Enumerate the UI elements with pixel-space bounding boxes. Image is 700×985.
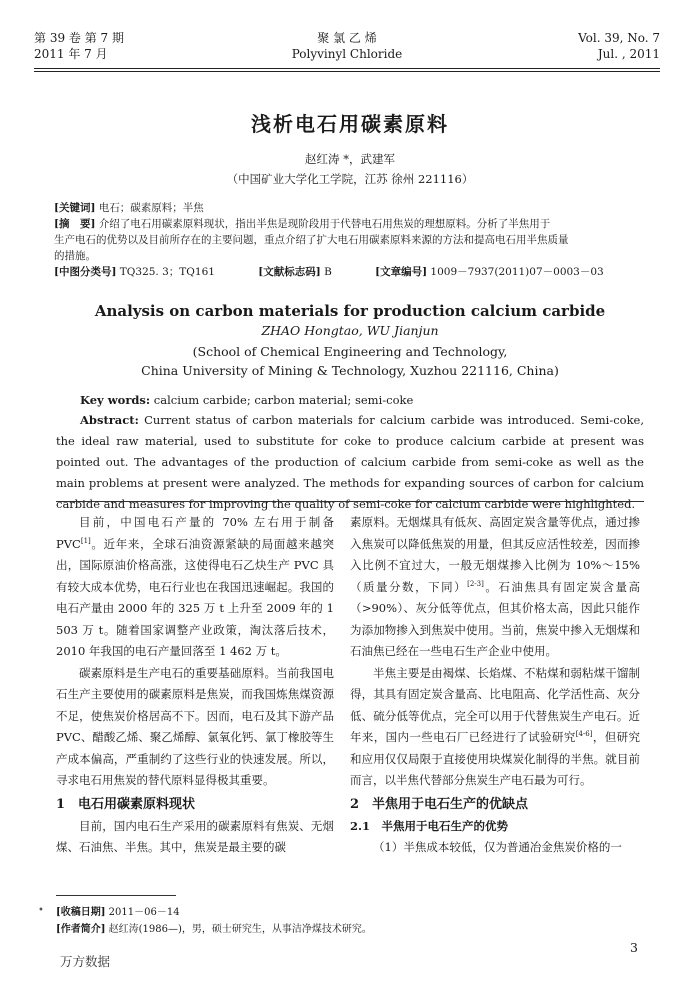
section-heading-2: 2 半焦用于电石生产的优缺点 xyxy=(350,796,529,812)
keywords-en xyxy=(80,393,650,407)
abstract-cn-line xyxy=(54,216,646,232)
header-right xyxy=(578,30,660,62)
body-column-right xyxy=(350,512,640,859)
volume-cn: 第 39 卷 第 7 期 xyxy=(34,31,124,45)
date-cn: 2011 年 7 月 xyxy=(34,47,108,61)
authors-cn: 赵红涛 *，武建军 xyxy=(305,152,395,166)
citation: [1] xyxy=(80,536,91,545)
affiliation-en-line-1: (School of Chemical Engineering and Technology, xyxy=(192,344,508,359)
abstract-cn-block xyxy=(54,200,646,280)
footnote-author: [作者简介] 赵红涛(1986—)，男，硕士研究生，从事洁净煤技术研究。 xyxy=(56,924,372,935)
keywords-en-tag: Key words: xyxy=(80,393,151,407)
paragraph: 目前，中国电石产量的 70% 左右用于制备 PVC[1]。近年来，全球石油资源紧缺的局面越来越突出，国际原油价格高涨，这使得电石乙炔生产 PVC 具有较大成本优势，电石行业也在我国迅速崛起。我国的电石产量由 2000 年的 325 万 t 上升至 2009 年的 1 503 万 t。随着国家调整产业政策，淘汰落后技术，2010 年我国的电石产量回落至 1 462 万 t。 xyxy=(56,515,334,658)
paragraph: 素原料。无烟煤具有低灰、高固定炭含量等优点，通过掺入焦炭可以降低焦炭的用量，但其反应活性较差，因而掺入比例不宜过大，一般无烟煤掺入比例为 10%～15%（质量分数，下同）[2-3]。石油焦具有固定炭含量高（>90%）、灰分低等优点，但其价格太高，因此只能作为添加物掺入到焦炭中使用。当前，焦炭中掺入无烟煤和石油焦已经在一些电石生产企业中使用。 xyxy=(350,515,641,658)
document-code: [文献标志码] B xyxy=(258,266,332,278)
abstract-cn-text-2: 生产电石的优势以及目前所存在的主要问题，重点介绍了扩大电石用碳素原料来源的方法和提高电石用半焦质量 xyxy=(54,234,569,246)
affiliation-en xyxy=(0,342,700,380)
abstract-cn-text-3: 的措施。 xyxy=(54,250,96,262)
keywords-cn: 电石；碳素原料；半焦 xyxy=(98,202,204,214)
authors-en: ZHAO Hongtao, WU Jianjun xyxy=(261,323,439,338)
paragraph: 半焦主要是由褐煤、长焰煤、不粘煤和弱粘煤干馏制得，其具有固定炭含量高、比电阻高、化学活性高、灰分低、硫分低等优点，完全可以用于代替焦炭生产电石。近年来，国内一些电石厂已经进行了试验研究[4-6]，但研究和应用仅仅局限于直接使用块煤炭化制得的半焦。就目前而言，以半焦代替部分焦炭生产电石最为可行。 xyxy=(350,665,641,787)
journal-name-en: Polyvinyl Chloride xyxy=(291,47,403,61)
abstract-en-text: Current status of carbon materials for calcium carbide was introduced. Semi-coke, the ideal raw material, used to substitute for coke to produce calcium carbide at present was pointed out. The advantages of the production of calcium carbide from semi-coke as well as the main problems at present were analyzed. The methods for expanding sources of carbon for calcium carbide and measures for improving the quality of semi-coke for calcium carbide were highlighted. xyxy=(56,413,644,511)
watermark-text: 万方数据 xyxy=(60,954,111,969)
page-number: 3 xyxy=(630,940,638,955)
affiliation-cn: （中国矿业大学化工学院，江苏 徐州 221116） xyxy=(226,172,474,186)
footnote-rule xyxy=(56,895,176,896)
date-en: Jul. , 2011 xyxy=(597,47,660,61)
abstract-separator xyxy=(56,501,644,502)
title-en: Analysis on carbon materials for production calcium carbide xyxy=(94,302,606,320)
running-header xyxy=(34,30,660,66)
keywords-cn-tag: [关键词] xyxy=(54,202,96,214)
keywords-en-text: calcium carbide; carbon material; semi-coke xyxy=(153,393,414,407)
section-heading-1: 1 电石用碳素原料现状 xyxy=(56,796,196,812)
body-column-left xyxy=(56,512,334,859)
header-rule-bottom xyxy=(34,71,660,72)
abstract-cn-tag: [摘 要] xyxy=(54,218,96,230)
affiliation-en-line-2: China University of Mining & Technology, Xuzhou 221116, China) xyxy=(141,363,559,378)
journal-name-cn: 聚 氯 乙 烯 xyxy=(317,31,377,45)
header-rule-top xyxy=(34,68,660,69)
volume-en: Vol. 39, No. 7 xyxy=(578,31,660,45)
citation: [2-3] xyxy=(467,579,484,588)
paragraph: 碳素原料是生产电石的重要基础原料。当前我国电石生产主要使用的碳素原料是焦炭，而我国炼焦煤资源不足，使焦炭价格居高不下。因而，电石及其下游产品 PVC、醋酸乙烯、聚乙烯醇、氯氧化钙、氯丁橡胶等生产成本偏高，严重制约了这些行业的快速发展。所以，寻求电石用焦炭的替代原料显得极其重要。 xyxy=(56,665,334,787)
footnote-received: [收稿日期] 2011－06－14 xyxy=(56,907,180,918)
paragraph: （1）半焦成本较低，仅为普通冶金焦炭价格的一 xyxy=(373,840,622,854)
header-center xyxy=(34,30,660,62)
article-number: [文章编号] 1009－7937(2011)07－0003－03 xyxy=(375,266,604,278)
abstract-cn-text-1: 介绍了电石用碳素原料现状，指出半焦是现阶段用于代替电石用焦炭的理想原料。分析了半焦用于 xyxy=(98,218,551,230)
citation: [4-6] xyxy=(575,730,593,739)
abstract-en xyxy=(56,410,644,515)
keywords-cn-row xyxy=(54,200,646,216)
bullet-dot: • xyxy=(38,905,44,916)
abstract-en-tag: Abstract: xyxy=(80,413,139,427)
title-cn: 浅析电石用碳素原料 xyxy=(251,112,449,136)
paragraph: 目前，国内电石生产采用的碳素原料有焦炭、无烟煤、石油焦、半焦。其中，焦炭是最主要的碳 xyxy=(56,818,334,854)
classification-row xyxy=(54,264,646,280)
clc-number: [中图分类号] TQ325. 3；TQ161 xyxy=(54,266,215,278)
subsection-heading-2-1: 2.1 半焦用于电石生产的优势 xyxy=(350,818,509,833)
